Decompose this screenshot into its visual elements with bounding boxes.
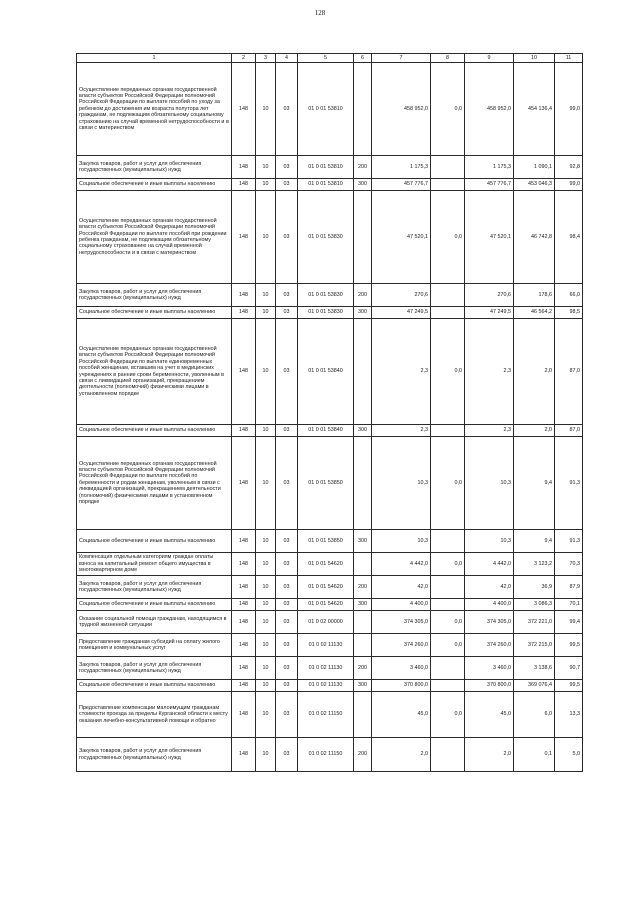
executed-cell: 372 221,0 xyxy=(514,611,555,634)
approved-cell: 2,0 xyxy=(372,738,431,772)
executed-cell: 9,4 xyxy=(514,530,555,553)
changes-cell xyxy=(431,738,465,772)
target-article-cell: 01 0 01 53850 xyxy=(298,437,354,530)
header-cell-8: 8 xyxy=(431,54,465,63)
approved-cell: 47 520,1 xyxy=(372,191,431,284)
approved-cell: 3 460,0 xyxy=(372,657,431,680)
revised-cell: 457 776,7 xyxy=(465,179,514,191)
changes-cell: 0,0 xyxy=(431,437,465,530)
target-article-cell: 01 0 01 53810 xyxy=(298,179,354,191)
grbs-cell: 148 xyxy=(232,319,256,425)
target-article-cell: 01 0 01 53830 xyxy=(298,307,354,319)
header-cell-6: 6 xyxy=(354,54,372,63)
table-row xyxy=(77,191,583,284)
revised-cell: 47 520,1 xyxy=(465,191,514,284)
revised-cell: 10,3 xyxy=(465,437,514,530)
approved-cell: 10,3 xyxy=(372,530,431,553)
expense-type-cell: 300 xyxy=(354,307,372,319)
section-cell: 10 xyxy=(256,738,276,772)
percent-cell: 91,3 xyxy=(555,530,583,553)
grbs-cell: 148 xyxy=(232,179,256,191)
table-row xyxy=(77,611,583,634)
table-row xyxy=(77,576,583,599)
approved-cell: 2,3 xyxy=(372,319,431,425)
revised-cell: 2,0 xyxy=(465,738,514,772)
target-article-cell: 01 0 02 11130 xyxy=(298,657,354,680)
subsection-cell: 03 xyxy=(276,319,298,425)
page-number: 128 xyxy=(314,9,326,17)
revised-cell: 3 460,0 xyxy=(465,657,514,680)
percent-cell: 90,7 xyxy=(555,657,583,680)
subsection-cell: 03 xyxy=(276,680,298,692)
subsection-cell: 03 xyxy=(276,156,298,179)
expense-type-cell: 200 xyxy=(354,576,372,599)
subsection-cell: 03 xyxy=(276,611,298,634)
executed-cell: 454 136,4 xyxy=(514,63,555,156)
section-cell: 10 xyxy=(256,319,276,425)
target-article-cell: 01 0 01 53850 xyxy=(298,530,354,553)
revised-cell: 4 400,0 xyxy=(465,599,514,611)
section-cell: 10 xyxy=(256,284,276,307)
section-cell: 10 xyxy=(256,156,276,179)
name-cell: Осуществление переданных органам государственной власти субъектов Российской Федерации полномочий Российской Федерации по выплате пособий по уходу за ребенком до достижения им возраста полутора лет гражданам, не подлежащим обязательному социальному страхованию на случай временной нетрудоспособности и в связи с материнством xyxy=(77,63,232,156)
approved-cell: 4 442,0 xyxy=(372,553,431,576)
grbs-cell: 148 xyxy=(232,191,256,284)
percent-cell: 99,5 xyxy=(555,634,583,657)
grbs-cell: 148 xyxy=(232,611,256,634)
table-row xyxy=(77,63,583,156)
table-header-row xyxy=(77,54,583,63)
target-article-cell: 01 0 01 53840 xyxy=(298,319,354,425)
changes-cell: 0,0 xyxy=(431,634,465,657)
header-cell-7: 7 xyxy=(372,54,431,63)
target-article-cell: 01 0 01 54620 xyxy=(298,576,354,599)
subsection-cell: 03 xyxy=(276,553,298,576)
table-row xyxy=(77,284,583,307)
name-cell: Социальное обеспечение и иные выплаты населению xyxy=(77,530,232,553)
grbs-cell: 148 xyxy=(232,657,256,680)
header-cell-2: 2 xyxy=(232,54,256,63)
percent-cell: 99,4 xyxy=(555,611,583,634)
name-cell: Социальное обеспечение и иные выплаты населению xyxy=(77,307,232,319)
changes-cell: 0,0 xyxy=(431,692,465,738)
approved-cell: 42,0 xyxy=(372,576,431,599)
percent-cell: 87,0 xyxy=(555,425,583,437)
executed-cell: 0,1 xyxy=(514,738,555,772)
grbs-cell: 148 xyxy=(232,599,256,611)
section-cell: 10 xyxy=(256,530,276,553)
target-article-cell: 01 0 02 11150 xyxy=(298,692,354,738)
revised-cell: 47 249,5 xyxy=(465,307,514,319)
grbs-cell: 148 xyxy=(232,284,256,307)
table-row xyxy=(77,657,583,680)
executed-cell: 6,0 xyxy=(514,692,555,738)
percent-cell: 99,0 xyxy=(555,179,583,191)
executed-cell: 2,0 xyxy=(514,425,555,437)
grbs-cell: 148 xyxy=(232,63,256,156)
expense-type-cell xyxy=(354,611,372,634)
approved-cell: 1 175,3 xyxy=(372,156,431,179)
header-cell-11: 11 xyxy=(555,54,583,63)
approved-cell: 458 952,0 xyxy=(372,63,431,156)
name-cell: Осуществление переданных органам государственной власти субъектов Российской Федерации полномочий Российской Федерации по выплате пособий при рождении ребенка гражданам, не подлежащим обязательному социальному страхованию на случай временной нетрудоспособности и в связи с материнством xyxy=(77,191,232,284)
executed-cell: 372 215,0 xyxy=(514,634,555,657)
name-cell: Предоставление компенсации малоимущим гражданам стоимости проезда за пределы Курганской области к месту оказания лечебно-консультативной помощи и обратно xyxy=(77,692,232,738)
changes-cell xyxy=(431,179,465,191)
target-article-cell: 01 0 02 00000 xyxy=(298,611,354,634)
changes-cell xyxy=(431,576,465,599)
target-article-cell: 01 0 02 11130 xyxy=(298,634,354,657)
subsection-cell: 03 xyxy=(276,599,298,611)
section-cell: 10 xyxy=(256,680,276,692)
subsection-cell: 03 xyxy=(276,634,298,657)
subsection-cell: 03 xyxy=(276,437,298,530)
expense-type-cell: 300 xyxy=(354,530,372,553)
percent-cell: 70,1 xyxy=(555,599,583,611)
revised-cell: 10,3 xyxy=(465,530,514,553)
section-cell: 10 xyxy=(256,191,276,284)
executed-cell: 36,9 xyxy=(514,576,555,599)
name-cell: Компенсация отдельным категориям граждан оплаты взноса на капитальный ремонт общего имущества в многоквартирном доме xyxy=(77,553,232,576)
changes-cell xyxy=(431,425,465,437)
changes-cell xyxy=(431,657,465,680)
section-cell: 10 xyxy=(256,553,276,576)
revised-cell: 458 952,0 xyxy=(465,63,514,156)
section-cell: 10 xyxy=(256,599,276,611)
approved-cell: 270,6 xyxy=(372,284,431,307)
grbs-cell: 148 xyxy=(232,530,256,553)
percent-cell: 99,5 xyxy=(555,680,583,692)
revised-cell: 374 260,0 xyxy=(465,634,514,657)
target-article-cell: 01 0 01 54620 xyxy=(298,553,354,576)
changes-cell xyxy=(431,307,465,319)
approved-cell: 45,0 xyxy=(372,692,431,738)
revised-cell: 42,0 xyxy=(465,576,514,599)
target-article-cell: 01 0 01 53810 xyxy=(298,156,354,179)
revised-cell: 1 175,3 xyxy=(465,156,514,179)
percent-cell: 87,9 xyxy=(555,576,583,599)
name-cell: Закупка товаров, работ и услуг для обеспечения государственных (муниципальных) нужд xyxy=(77,156,232,179)
executed-cell: 46 742,8 xyxy=(514,191,555,284)
changes-cell xyxy=(431,284,465,307)
subsection-cell: 03 xyxy=(276,530,298,553)
subsection-cell: 03 xyxy=(276,692,298,738)
executed-cell: 2,0 xyxy=(514,319,555,425)
expense-type-cell xyxy=(354,553,372,576)
executed-cell: 1 090,1 xyxy=(514,156,555,179)
subsection-cell: 03 xyxy=(276,191,298,284)
revised-cell: 270,6 xyxy=(465,284,514,307)
grbs-cell: 148 xyxy=(232,156,256,179)
name-cell: Закупка товаров, работ и услуг для обеспечения государственных (муниципальных) нужд xyxy=(77,657,232,680)
expense-type-cell: 200 xyxy=(354,284,372,307)
expense-type-cell: 300 xyxy=(354,680,372,692)
subsection-cell: 03 xyxy=(276,63,298,156)
changes-cell xyxy=(431,599,465,611)
name-cell: Осуществление переданных органам государственной власти субъектов Российской Федерации полномочий Российской Федерации по выплате единовременных пособий женщинам, вставшим на учет в медицинских учреждениях в ранние сроки беременности, уволенным в связи с ликвидацией организаций, прекращением деятельности (полномочий) физическими лицами в установленном порядке xyxy=(77,319,232,425)
table-row xyxy=(77,530,583,553)
section-cell: 10 xyxy=(256,657,276,680)
table-row xyxy=(77,437,583,530)
grbs-cell: 148 xyxy=(232,680,256,692)
grbs-cell: 148 xyxy=(232,437,256,530)
approved-cell: 2,3 xyxy=(372,425,431,437)
grbs-cell: 148 xyxy=(232,634,256,657)
approved-cell: 10,3 xyxy=(372,437,431,530)
section-cell: 10 xyxy=(256,692,276,738)
expense-type-cell: 300 xyxy=(354,599,372,611)
section-cell: 10 xyxy=(256,576,276,599)
grbs-cell: 148 xyxy=(232,738,256,772)
grbs-cell: 148 xyxy=(232,307,256,319)
grbs-cell: 148 xyxy=(232,425,256,437)
executed-cell: 453 046,3 xyxy=(514,179,555,191)
subsection-cell: 03 xyxy=(276,738,298,772)
changes-cell xyxy=(431,156,465,179)
executed-cell: 3 123,2 xyxy=(514,553,555,576)
executed-cell: 9,4 xyxy=(514,437,555,530)
target-article-cell: 01 0 02 11130 xyxy=(298,680,354,692)
approved-cell: 374 305,0 xyxy=(372,611,431,634)
table-row xyxy=(77,599,583,611)
subsection-cell: 03 xyxy=(276,657,298,680)
percent-cell: 99,0 xyxy=(555,63,583,156)
name-cell: Закупка товаров, работ и услуг для обеспечения государственных (муниципальных) нужд xyxy=(77,576,232,599)
executed-cell: 178,6 xyxy=(514,284,555,307)
approved-cell: 370 800,0 xyxy=(372,680,431,692)
executed-cell: 369 076,4 xyxy=(514,680,555,692)
changes-cell xyxy=(431,680,465,692)
section-cell: 10 xyxy=(256,611,276,634)
grbs-cell: 148 xyxy=(232,553,256,576)
name-cell: Закупка товаров, работ и услуг для обеспечения государственных (муниципальных) нужд xyxy=(77,284,232,307)
name-cell: Закупка товаров, работ и услуг для обеспечения государственных (муниципальных) нужд xyxy=(77,738,232,772)
expense-type-cell xyxy=(354,692,372,738)
expense-type-cell xyxy=(354,191,372,284)
table-row xyxy=(77,680,583,692)
section-cell: 10 xyxy=(256,307,276,319)
percent-cell: 66,0 xyxy=(555,284,583,307)
table-row xyxy=(77,179,583,191)
table-row xyxy=(77,738,583,772)
table-row xyxy=(77,425,583,437)
header-cell-10: 10 xyxy=(514,54,555,63)
table-row xyxy=(77,634,583,657)
changes-cell xyxy=(431,530,465,553)
grbs-cell: 148 xyxy=(232,576,256,599)
table-row xyxy=(77,692,583,738)
section-cell: 10 xyxy=(256,425,276,437)
subsection-cell: 03 xyxy=(276,425,298,437)
header-cell-5: 5 xyxy=(298,54,354,63)
name-cell: Предоставление гражданам субсидий на оплату жилого помещения и коммунальных услуг xyxy=(77,634,232,657)
percent-cell: 5,0 xyxy=(555,738,583,772)
section-cell: 10 xyxy=(256,437,276,530)
approved-cell: 4 400,0 xyxy=(372,599,431,611)
percent-cell: 92,8 xyxy=(555,156,583,179)
target-article-cell: 01 0 01 54620 xyxy=(298,599,354,611)
header-cell-4: 4 xyxy=(276,54,298,63)
percent-cell: 87,0 xyxy=(555,319,583,425)
grbs-cell: 148 xyxy=(232,692,256,738)
revised-cell: 45,0 xyxy=(465,692,514,738)
expense-type-cell xyxy=(354,634,372,657)
percent-cell: 70,3 xyxy=(555,553,583,576)
section-cell: 10 xyxy=(256,179,276,191)
name-cell: Социальное обеспечение и иные выплаты населению xyxy=(77,425,232,437)
executed-cell: 3 138,6 xyxy=(514,657,555,680)
expense-type-cell: 200 xyxy=(354,657,372,680)
target-article-cell: 01 0 01 53840 xyxy=(298,425,354,437)
revised-cell: 4 442,0 xyxy=(465,553,514,576)
changes-cell: 0,0 xyxy=(431,611,465,634)
approved-cell: 457 776,7 xyxy=(372,179,431,191)
target-article-cell: 01 0 01 53830 xyxy=(298,191,354,284)
name-cell: Социальное обеспечение и иные выплаты населению xyxy=(77,599,232,611)
changes-cell: 0,0 xyxy=(431,553,465,576)
subsection-cell: 03 xyxy=(276,307,298,319)
approved-cell: 374 260,0 xyxy=(372,634,431,657)
section-cell: 10 xyxy=(256,63,276,156)
section-cell: 10 xyxy=(256,634,276,657)
name-cell: Социальное обеспечение и иные выплаты населению xyxy=(77,179,232,191)
revised-cell: 2,3 xyxy=(465,319,514,425)
percent-cell: 91,3 xyxy=(555,437,583,530)
changes-cell: 0,0 xyxy=(431,319,465,425)
expense-type-cell: 200 xyxy=(354,738,372,772)
expense-type-cell: 300 xyxy=(354,179,372,191)
header-cell-3: 3 xyxy=(256,54,276,63)
subsection-cell: 03 xyxy=(276,576,298,599)
target-article-cell: 01 0 02 11150 xyxy=(298,738,354,772)
percent-cell: 98,4 xyxy=(555,191,583,284)
percent-cell: 13,3 xyxy=(555,692,583,738)
table-row xyxy=(77,319,583,425)
header-cell-9: 9 xyxy=(465,54,514,63)
subsection-cell: 03 xyxy=(276,284,298,307)
expense-type-cell xyxy=(354,63,372,156)
revised-cell: 2,3 xyxy=(465,425,514,437)
executed-cell: 46 564,2 xyxy=(514,307,555,319)
changes-cell: 0,0 xyxy=(431,63,465,156)
revised-cell: 370 800,0 xyxy=(465,680,514,692)
approved-cell: 47 249,5 xyxy=(372,307,431,319)
subsection-cell: 03 xyxy=(276,179,298,191)
header-cell-1: 1 xyxy=(77,54,232,63)
expense-type-cell: 200 xyxy=(354,156,372,179)
budget-execution-table xyxy=(76,53,583,772)
expense-type-cell: 300 xyxy=(354,425,372,437)
name-cell: Осуществление переданных органам государственной власти субъектов Российской Федерации полномочий Российской Федерации по выплате пособий по беременности и родам женщинам, уволенным в связи с ликвидацией организаций, прекращением деятельности (полномочий) физическими лицами в установленном порядке xyxy=(77,437,232,530)
table-row xyxy=(77,553,583,576)
table-row xyxy=(77,156,583,179)
target-article-cell: 01 0 01 53830 xyxy=(298,284,354,307)
changes-cell: 0,0 xyxy=(431,191,465,284)
revised-cell: 374 305,0 xyxy=(465,611,514,634)
expense-type-cell xyxy=(354,319,372,425)
table-row xyxy=(77,307,583,319)
expense-type-cell xyxy=(354,437,372,530)
name-cell: Оказание социальной помощи гражданам, находящимся в трудной жизненной ситуации xyxy=(77,611,232,634)
percent-cell: 98,5 xyxy=(555,307,583,319)
target-article-cell: 01 0 01 53810 xyxy=(298,63,354,156)
executed-cell: 3 086,3 xyxy=(514,599,555,611)
name-cell: Социальное обеспечение и иные выплаты населению xyxy=(77,680,232,692)
